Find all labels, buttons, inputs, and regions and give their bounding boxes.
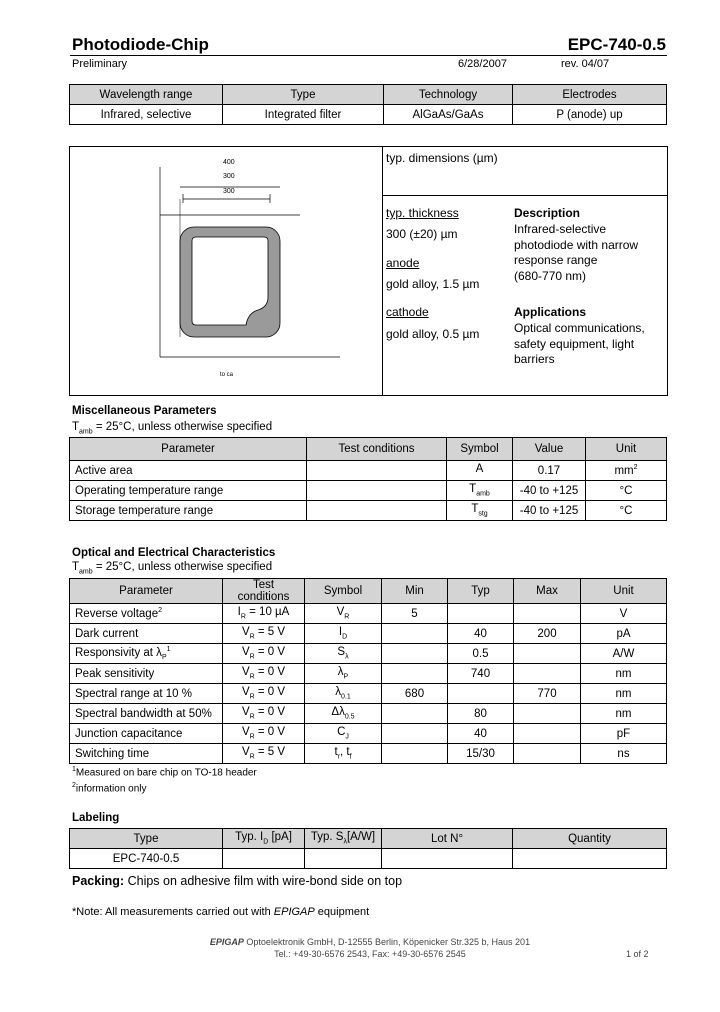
drawing-note: to ca [220,372,234,378]
optical-cond-sub: R [249,633,255,641]
packing-label: Packing: [72,874,125,888]
optical-cond-rest: = 5 V [254,626,286,639]
labeling-header-resp-sub: λ [343,838,347,846]
optical-cond [223,684,305,704]
document-title: Photodiode-Chip [72,35,209,54]
misc-header-cell: Test conditions [307,438,447,461]
optical-row [70,624,667,644]
optical-header-cell: Symbol [305,579,382,604]
misc-section-title: Miscellaneous Parameters [72,405,217,417]
optical-row [70,604,667,624]
optical-min [382,664,448,684]
optical-unit-value: nm [615,667,632,680]
misc-condition-t: T [72,421,80,433]
revision-text: rev. 04/07 [561,58,610,70]
optical-symbol-sub: R [344,613,350,621]
optical-symbol [305,744,382,764]
optical-max [514,744,581,764]
footnote-1 [72,766,257,778]
optical-row [70,744,667,764]
optical-param-text: Responsivity at λ [75,646,162,659]
optical-min [382,744,448,764]
dimension-inner: 300 [223,188,235,195]
optical-cond [223,724,305,744]
misc-table [69,437,667,521]
labeling-header-resp-main: Typ. S [310,831,344,844]
optical-cond-main: V [241,726,250,739]
anode-value: gold alloy, 1.5 µm [386,277,480,291]
box-horizontal-divider [382,195,667,196]
labeling-header-dark-unit: [pA] [268,831,292,844]
summary-header-cell: Wavelength range [70,85,223,105]
footer-contact: Tel.: +49-30-6576 2543, Fax: +49-30-6576 2545 [274,949,466,959]
misc-param: Active area [70,461,307,481]
optical-symbol [305,664,382,684]
optical-symbol [305,724,382,744]
summary-header-cell: Technology [384,85,513,105]
note-prefix: *Note: All measurements carried out with [72,906,274,918]
optical-row [70,684,667,704]
optical-unit [581,684,667,704]
misc-param: Operating temperature range [70,481,307,501]
optical-cond [223,664,305,684]
optical-symbol-main: S [337,646,346,659]
labeling-header-quantity: Quantity [513,829,667,849]
optical-cond [223,604,305,624]
misc-value: -40 to +125 [513,501,586,521]
optical-cond [223,704,305,724]
status-text: Preliminary [72,58,128,70]
optical-header-cell: Min [382,579,448,604]
misc-condition-suffix: = 25°C, unless otherwise specified [92,421,273,433]
applications-line: Optical communications, [514,321,645,335]
optical-unit-value: ns [617,747,630,760]
optical-param-text: Switching time [75,747,150,760]
misc-symbol [447,461,513,481]
misc-condition-sub: amb [79,428,93,436]
optical-symbol-main: λ [337,666,344,679]
optical-unit [581,724,667,744]
misc-unit [586,501,667,521]
part-number: EPC-740-0.5 [567,35,666,54]
optical-body [70,604,667,764]
summary-header-row [70,85,667,105]
optical-header-cell: Test conditions [223,579,305,604]
optical-symbol-sub: λ [345,653,349,661]
labeling-header-dark-main: Typ. I [235,831,264,844]
optical-cond-main: V [241,746,250,759]
optical-section-title: Optical and Electrical Characteristics [72,547,276,559]
optical-symbol-sub: D [342,633,348,641]
misc-cond [307,501,447,521]
optical-cond-main: V [241,686,250,699]
optical-symbol-sub: J [345,733,349,741]
optical-typ [448,664,514,684]
misc-condition [72,421,272,435]
optical-unit-value: V [619,607,628,620]
optical-cond-main: V [241,666,250,679]
applications-line: safety equipment, light [514,336,635,351]
misc-param: Storage temperature range [70,501,307,521]
optical-symbol-main: V [336,606,345,619]
labeling-header-dark [223,829,305,849]
summary-header-cell: Electrodes [513,85,667,105]
optical-param-text: Peak sensitivity [75,667,155,680]
optical-symbol-main: C [337,726,346,739]
optical-max [514,724,581,744]
optical-cond [223,644,305,664]
misc-cond [307,481,447,501]
optical-cond-main: I [237,606,241,619]
optical-symbol-main: t [334,746,338,759]
packing-line [72,874,402,888]
optical-unit-value: pA [616,627,631,640]
optical-cond-sub: R [249,693,255,701]
misc-header-cell: Symbol [447,438,513,461]
optical-typ-value: 40 [474,627,487,640]
optical-param-text: Reverse voltage [75,607,159,620]
footer-address [140,937,600,947]
packing-text: Chips on adhesive film with wire-bond side on top [127,874,403,888]
optical-condition-t: T [72,561,80,573]
thickness-value: 300 (±20) µm [386,227,458,241]
optical-unit-value: pF [616,727,631,740]
applications-line: barriers [514,352,555,366]
misc-value: -40 to +125 [513,481,586,501]
optical-min [382,624,448,644]
optical-symbol-sub: r [337,753,340,761]
optical-max-value: 770 [537,687,557,700]
footnote-1-mark: 1 [72,766,76,773]
optical-cond-rest: = 10 µA [245,606,290,619]
optical-cond-sub: R [249,653,255,661]
header-rule [70,55,667,56]
optical-cond [223,744,305,764]
optical-condition-sub: amb [79,568,93,576]
optical-condition-suffix: = 25°C, unless otherwise specified [92,561,273,573]
summary-cell: Infrared, selective [70,105,223,125]
labeling-header-type: Type [70,829,223,849]
optical-cond-sub: R [249,673,255,681]
description-text [514,222,638,284]
optical-min [382,724,448,744]
optical-cond-rest: = 0 V [254,686,286,699]
date-text: 6/28/2007 [458,58,507,70]
optical-param-sup: 1 [166,645,171,653]
summary-row [70,105,667,125]
misc-header-cell: Unit [586,438,667,461]
optical-param [70,644,223,664]
optical-row [70,724,667,744]
optical-param-text: Spectral range at 10 % [75,687,192,700]
labeling-title: Labeling [72,812,120,824]
misc-symbol-main: T [471,503,479,516]
optical-row [70,644,667,664]
labeling-row [70,849,667,869]
misc-row [70,501,667,521]
labeling-header-resp [305,829,382,849]
optical-typ-value: 15/30 [466,747,495,760]
optical-typ [448,644,514,664]
optical-typ [448,604,514,624]
description-line: response range [514,253,598,267]
optical-max [514,664,581,684]
optical-param-sub: P [161,654,167,662]
optical-param-text: Junction capacitance [75,727,183,740]
optical-header-row [70,579,667,604]
optical-unit-value: nm [615,687,632,700]
cathode-label: cathode [386,305,429,319]
footnote-1-text: Measured on bare chip on TO-18 header [75,767,257,779]
misc-symbol-main: T [469,483,477,496]
optical-min-value: 680 [404,687,425,700]
optical-min [382,684,448,704]
labeling-header-dark-sub: D [263,838,269,846]
optical-max [514,604,581,624]
optical-cond-rest: = 5 V [254,746,286,759]
optical-header-cell: Unit [581,579,667,604]
chip-drawing [140,147,380,395]
note-suffix: equipment [314,906,370,918]
anode-label: anode [386,256,420,270]
optical-cond-main: V [241,706,250,719]
misc-symbol-sub: amb [476,490,490,498]
description-line: (680-770 nm) [514,268,587,283]
optical-symbol-sub: 0.1 [341,693,351,701]
optical-header-cell: Typ [448,579,514,604]
footnote-2-text: information only [75,783,147,795]
optical-header-cell: Parameter [70,579,223,604]
optical-typ-value: 740 [470,667,491,680]
optical-cond [223,624,305,644]
misc-symbol [447,501,513,521]
optical-symbol-sub2: f [349,753,352,761]
dimension-mid: 300 [223,173,235,180]
optical-row [70,664,667,684]
optical-param [70,624,223,644]
optical-typ [448,724,514,744]
misc-symbol [447,481,513,501]
summary-cell: P (anode) up [513,105,667,125]
misc-symbol-sub: stg [478,510,488,518]
optical-cond-rest: = 0 V [254,666,286,679]
thickness-label: typ. thickness [386,206,459,220]
chip-info-box [69,146,668,396]
footnote-2-mark: 2 [72,782,76,789]
optical-table [69,578,667,764]
optical-typ [448,744,514,764]
optical-min-value: 5 [411,607,418,620]
optical-typ [448,704,514,724]
optical-cond-rest: = 0 V [254,726,286,739]
optical-cond-rest: = 0 V [254,706,286,719]
summary-header-cell: Type [223,85,384,105]
summary-cell: Integrated filter [223,105,384,125]
optical-row [70,704,667,724]
misc-unit-main: °C [619,504,633,517]
optical-header-cell: Max [514,579,581,604]
optical-cond-main: V [241,646,250,659]
optical-cond-rest: = 0 V [254,646,286,659]
optical-symbol-sub: 0.5 [344,713,355,721]
optical-cond-sub: R [240,613,246,621]
optical-typ-value: 80 [474,707,487,720]
description-line: Infrared-selective [514,222,607,236]
summary-table [69,84,667,125]
labeling-cell [223,849,305,869]
optical-unit [581,644,667,664]
optical-unit [581,604,667,624]
misc-header-row [70,438,667,461]
optical-symbol [305,684,382,704]
footnote-2 [72,782,147,794]
labeling-cell: EPC-740-0.5 [70,849,223,869]
description-title: Description [514,206,581,220]
cathode-value: gold alloy, 0.5 µm [386,327,480,341]
labeling-header-lot: Lot N° [382,829,513,849]
misc-header-cell: Parameter [70,438,307,461]
optical-symbol-main: I [338,626,343,639]
optical-max [514,704,581,724]
optical-cond-main: V [241,626,250,639]
optical-symbol-main2: , t [340,746,350,759]
optical-unit [581,744,667,764]
optical-unit [581,704,667,724]
optical-typ [448,684,514,704]
misc-unit [586,461,667,481]
optical-max [514,624,581,644]
labeling-cell [305,849,382,869]
optical-max [514,644,581,664]
footer-line1: Optoelektronik GmbH, D-12555 Berlin, Köpenicker Str.325 b, Haus 201 [243,937,531,947]
optical-typ-value: 40 [474,727,487,740]
optical-symbol [305,704,382,724]
misc-header-cell: Value [513,438,586,461]
optical-condition [72,561,272,575]
page-number: 1 of 2 [626,949,649,959]
summary-cell: AlGaAs/GaAs [384,105,513,125]
optical-cond-sub: R [249,713,255,721]
applications-title: Applications [514,305,587,319]
labeling-cell [382,849,513,869]
typ-dimensions-label: typ. dimensions (µm) [386,151,498,165]
note-brand: EPIGAP [273,906,315,918]
optical-param [70,604,223,624]
optical-param-sup: 2 [158,607,163,615]
optical-param [70,664,223,684]
optical-cond-sub: R [249,753,255,761]
optical-symbol [305,644,382,664]
footer-brand: EPIGAP [209,937,244,947]
optical-typ [448,624,514,644]
misc-row [70,481,667,501]
optical-unit [581,624,667,644]
labeling-table [69,828,667,869]
misc-symbol-main: A [475,463,484,476]
optical-symbol-sub: P [343,673,349,681]
misc-unit [586,481,667,501]
optical-unit-value: nm [615,707,632,720]
optical-max [514,684,581,704]
optical-symbol [305,604,382,624]
optical-cond-sub: R [249,733,255,741]
optical-param-text: Dark current [75,627,139,640]
optical-max-value: 200 [537,627,557,640]
optical-symbol [305,624,382,644]
labeling-header-row [70,829,667,849]
optical-param [70,744,223,764]
applications-text [514,321,645,368]
measurement-note [72,906,369,918]
optical-min [382,604,448,624]
misc-cond [307,461,447,481]
optical-symbol-main: λ [335,686,341,699]
misc-row [70,461,667,481]
misc-unit-main: mm [614,464,634,477]
labeling-cell [513,849,667,869]
dimension-outer: 400 [223,159,235,166]
misc-unit-sup: 2 [633,464,638,472]
optical-min [382,704,448,724]
misc-unit-main: °C [619,484,633,497]
optical-typ-value: 0.5 [472,647,489,660]
optical-min [382,644,448,664]
optical-param-text: Spectral bandwidth at 50% [75,707,212,720]
misc-value: 0.17 [513,461,586,481]
optical-param [70,724,223,744]
optical-unit [581,664,667,684]
optical-param [70,704,223,724]
optical-symbol-main: Δλ [331,706,345,719]
optical-param [70,684,223,704]
optical-unit-value: A/W [612,647,635,660]
description-line: photodiode with narrow [514,237,639,252]
labeling-header-resp-unit: [A/W] [346,831,376,844]
box-vertical-divider [382,147,383,395]
